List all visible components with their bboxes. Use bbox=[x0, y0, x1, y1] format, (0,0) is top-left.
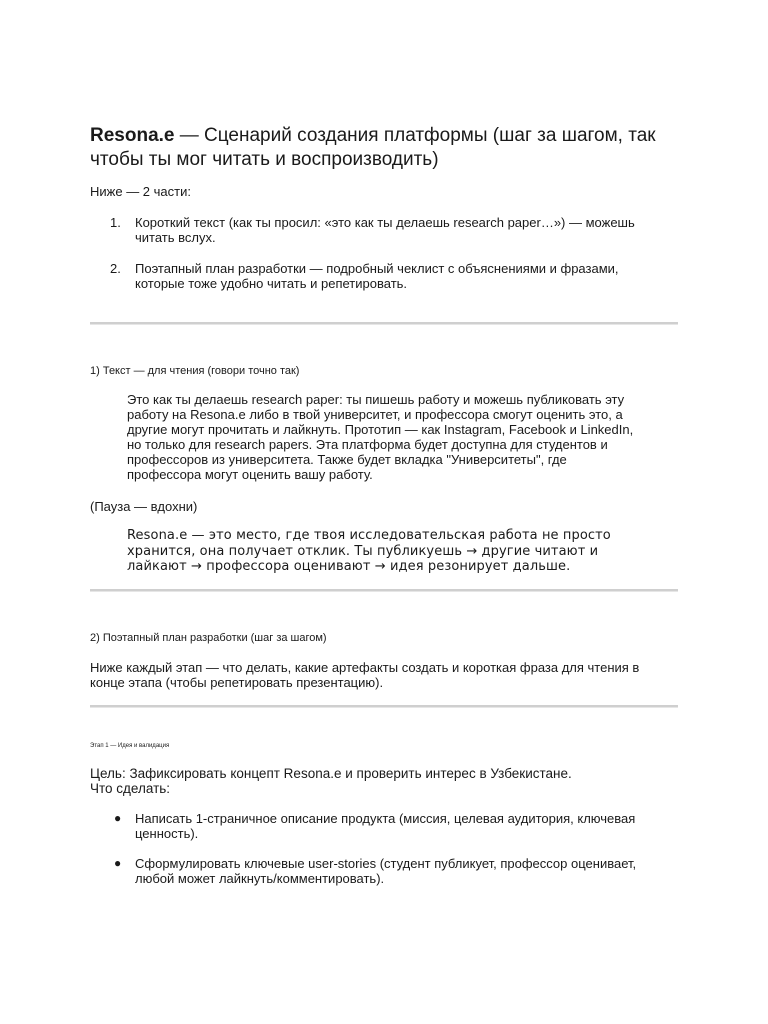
list-number: 1. bbox=[110, 215, 121, 230]
divider bbox=[90, 705, 678, 708]
intro-text: Ниже — 2 части: bbox=[90, 184, 191, 199]
pause-note: (Пауза — вдохни) bbox=[90, 499, 198, 514]
divider bbox=[90, 322, 678, 325]
section-intro: Ниже каждый этап — что делать, какие артефакты создать и короткая фраза для чтения в конце этапа (чтобы репетировать презентацию). bbox=[90, 660, 640, 690]
stage-goal: Цель: Зафиксировать концепт Resona.e и проверить интерес в Узбекистане. bbox=[90, 766, 572, 781]
section-heading: 1) Текст — для чтения (говори точно так) bbox=[90, 365, 300, 377]
reading-quote-summary: Resona.e — это место, где твоя исследовательская работа не просто хранится, она получает отклик. Ты публикуешь → другие читают и лайкают → профессора оценивают → идея резонирует дальше. bbox=[127, 528, 611, 574]
bullet-icon: ● bbox=[114, 811, 122, 825]
list-number: 2. bbox=[110, 261, 121, 276]
reading-quote: Это как ты делаешь research paper: ты пишешь работу и можешь публиковать эту работу на Resona.e либо в твой университет, и профессора смогут оценить это, а другие могут прочитать и лайкнуть. Прототип — как Instagram, Facebook и LinkedIn, но только для research papers. Эта платформа будет доступна для студентов и профессоров из университета. Также будет вкладка "Университеты", где профессора могут оценить вашу работу. bbox=[127, 392, 634, 482]
section-heading: 2) Поэтапный план разработки (шаг за шагом) bbox=[90, 632, 327, 644]
list-text: Поэтапный план разработки — подробный чеклист с объяснениями и фразами, которые тоже удобно читать и репетировать. bbox=[135, 261, 619, 291]
title-brand: Resona.e bbox=[90, 125, 175, 146]
list-text: Короткий текст (как ты просил: «это как ты делаешь research paper…») — можешь читать вслух. bbox=[135, 215, 635, 245]
page-title bbox=[90, 124, 670, 172]
list-text: Сформулировать ключевые user-stories (студент публикует, профессор оценивает, любой может лайкнуть/комментировать). bbox=[135, 856, 637, 886]
stage-label: Этап 1 — Идея и валидация bbox=[90, 743, 170, 749]
title-rest: — Сценарий создания платформы (шаг за шагом, так чтобы ты мог читать и воспроизводить) bbox=[90, 125, 656, 170]
stage-todo: Что сделать: bbox=[90, 781, 171, 796]
divider bbox=[90, 589, 678, 592]
list-text: Написать 1-страничное описание продукта (миссия, целевая аудитория, ключевая ценность). bbox=[135, 811, 636, 841]
bullet-icon: ● bbox=[114, 856, 122, 870]
